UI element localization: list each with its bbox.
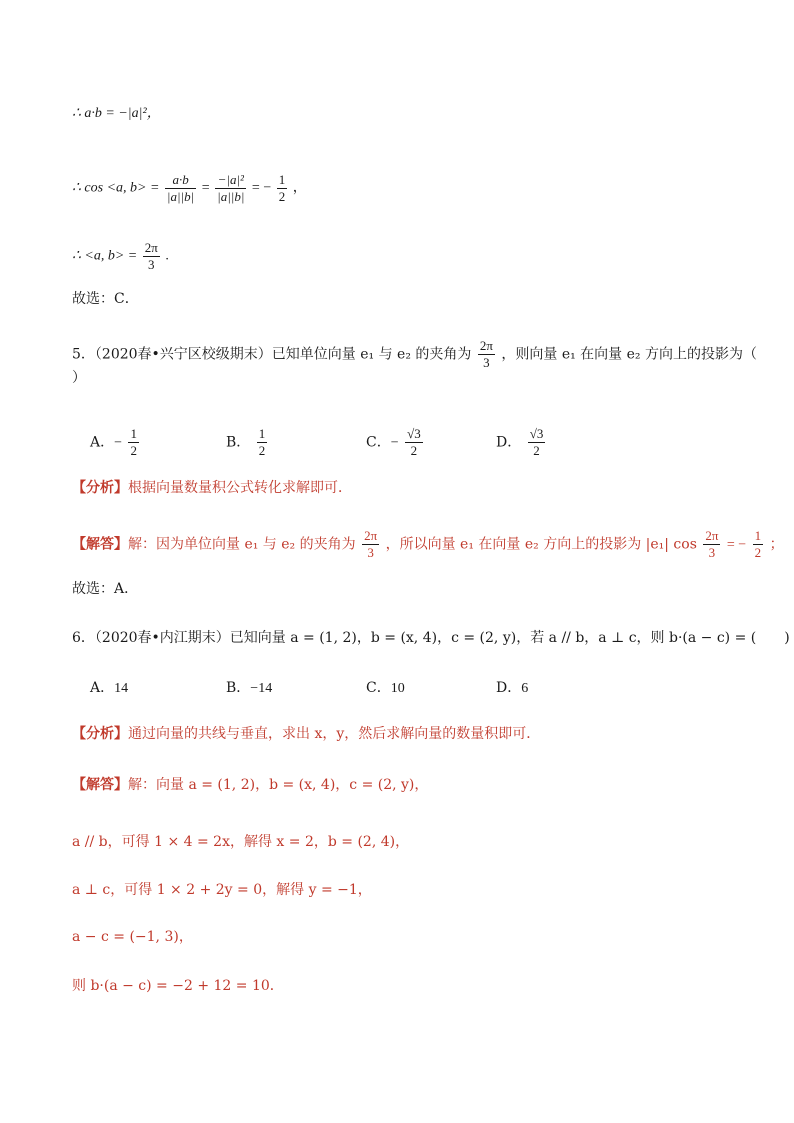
q6-stem: 6．（2020春•内江期末）已知向量 a = (1, 2)，b = (x, 4)，c = (2, y)，若 a // b，a ⊥ c，则 b·(a − c) = ( ): [72, 630, 790, 646]
q5-angle-frac: $\frac{2\pi}{3}$: [479, 338, 493, 370]
q4-answer: 故选：C．: [72, 291, 139, 307]
analysis-tag: 【分析】: [72, 480, 128, 496]
solution-tag: 【解答】: [72, 777, 128, 793]
q5-option-d[interactable]: D． $\frac{√3}{2}$: [496, 426, 544, 458]
q4-angle-frac: $\frac{2\pi}{3}$: [144, 240, 158, 272]
q6-option-c[interactable]: C．10: [366, 680, 405, 696]
q5-option-a[interactable]: A．− $\frac{1}{2}$: [90, 426, 137, 458]
q6-solution-line-1: 【解答】解：向量 a = (1, 2)，b = (x, 4)，c = (2, y)，: [72, 777, 429, 793]
q6-solution-line-2: a // b，可得 1 × 4 = 2x，解得 x = 2，b = (2, 4)，: [72, 834, 410, 850]
analysis-tag: 【分析】: [72, 726, 128, 742]
q6-option-b[interactable]: B．−14: [226, 680, 273, 696]
q6-option-a[interactable]: A．14: [90, 680, 129, 696]
q6-solution-line-5: 则 b·(a − c) = −2 + 12 = 10．: [72, 978, 284, 994]
q4-cos-prefix: ∴ cos <a, b> =: [72, 180, 160, 196]
q5-option-c[interactable]: C．− $\frac{√3}{2}$: [366, 426, 421, 458]
q6-option-d[interactable]: D．6: [496, 680, 529, 696]
q4-cos-frac2: $\frac{\text{−|a|²}}{|a||b|}$: [217, 172, 245, 204]
q5-answer: 故选：A．: [72, 581, 139, 597]
q4-cos-frac1: $\frac{a\cdot b}{|a||b|}$: [166, 172, 195, 204]
solution-tag: 【解答】: [72, 536, 128, 553]
q5-stem: 5．（2020春•兴宁区校级期末）已知单位向量 e₁ 与 e₂ 的夹角为 $\frac{2\pi}{3}$ ，则向量 e₁ 在向量 e₂ 方向上的投影为（: [72, 338, 757, 370]
q5-analysis: 【分析】根据向量数量积公式转化求解即可．: [72, 480, 352, 496]
q4-step-cos: ∴ cos <a, b> = $\frac{a\cdot b}{|a||b|}$ = $\frac{\text{−|a|²}}{|a||b|}$ = − $\frac{1}{2}$ ，: [72, 172, 307, 204]
q6-analysis: 【分析】通过向量的共线与垂直，求出 x，y，然后求解向量的数量积即可．: [72, 726, 541, 742]
q5-stem-close: ）: [72, 370, 86, 386]
q4-step-angle: ∴ <a, b> = $\frac{2\pi}{3}$ .: [72, 240, 169, 272]
q6-solution-line-4: a − c = (−1, 3)，: [72, 929, 193, 945]
q4-cos-frac3: $\frac{1}{2}$: [278, 172, 286, 204]
q5-option-b[interactable]: B． $\frac{1}{2}$: [226, 426, 266, 458]
q5-solution: 【解答】解：因为单位向量 e₁ 与 e₂ 的夹角为 $\frac{2\pi}{3}$ ，所以向量 e₁ 在向量 e₂ 方向上的投影为 |e₁| cos $\frac{2\pi}{3}$ = − $\frac{1}{2}$ ；: [72, 528, 784, 560]
q6-solution-line-3: a ⊥ c，可得 1 × 2 + 2y = 0，解得 y = −1，: [72, 882, 372, 898]
q4-step-dot-product: ∴ a·b = −|a|²，: [72, 106, 161, 121]
